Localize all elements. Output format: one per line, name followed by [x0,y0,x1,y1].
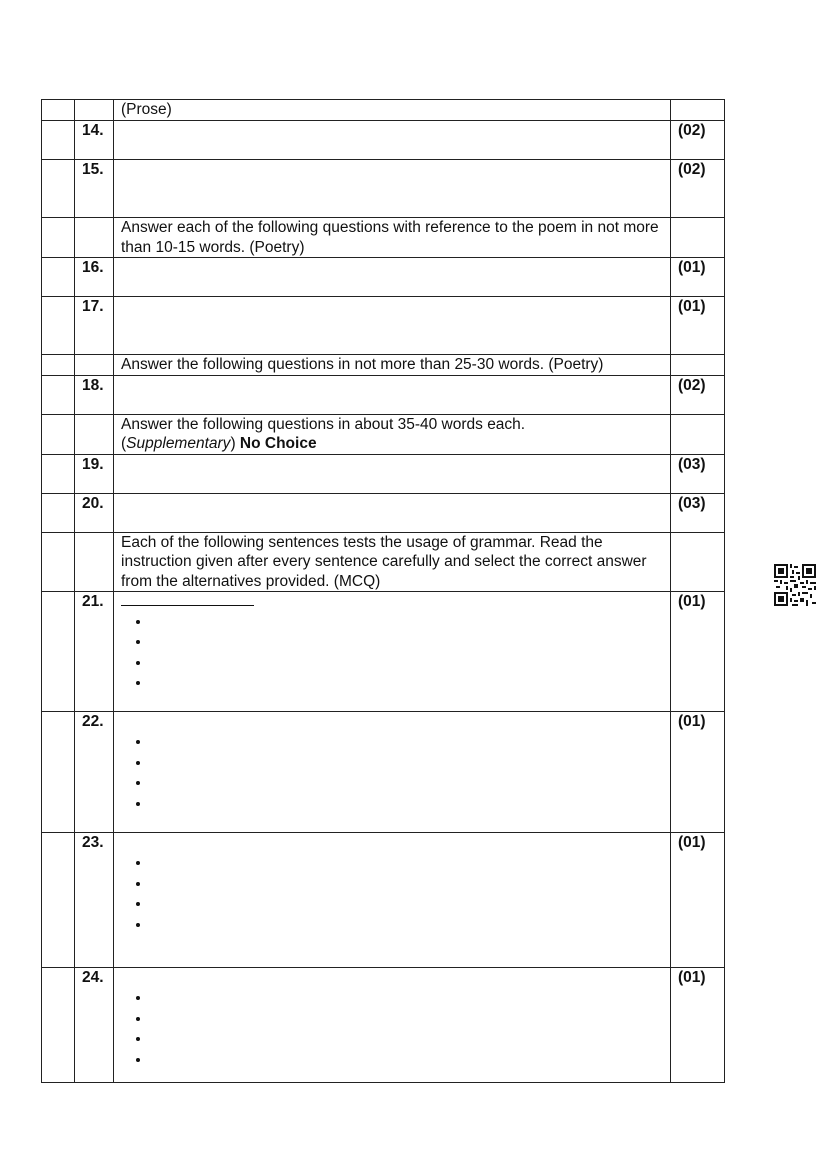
question-marks: (02) [671,375,725,414]
question-marks: (01) [671,297,725,355]
question-marks: (01) [671,712,725,833]
table-row [42,121,725,160]
no-choice-label: No Choice [239,435,317,452]
supplementary-label: Supplementary [126,435,231,452]
list-item [151,612,664,633]
table-row [42,218,725,258]
question-number: 15. [75,160,114,218]
section-instruction [114,414,671,454]
question-body [114,968,671,1083]
options-list [121,612,664,694]
list-item [151,732,664,753]
question-body [114,592,671,712]
list-item [151,794,664,815]
question-body [114,160,671,218]
question-number: 23. [75,833,114,968]
question-marks: (03) [671,493,725,532]
table-row [42,968,725,1083]
question-body [114,375,671,414]
question-number: 14. [75,121,114,160]
instruction-line: Answer the following questions in about 35-40 words each. [121,415,526,433]
table-row [42,100,725,121]
section-instruction: (Prose) [114,100,671,121]
question-number: 18. [75,375,114,414]
question-body [114,454,671,493]
list-item [151,753,664,774]
blank-line [121,593,254,606]
table-row [42,454,725,493]
table-row [42,258,725,297]
qr-code-icon [774,564,816,606]
question-body [114,297,671,355]
question-table [41,99,725,1083]
table-row [42,712,725,833]
question-marks: (01) [671,592,725,712]
list-item [151,773,664,794]
table-row [42,375,725,414]
question-marks: (01) [671,968,725,1083]
question-number: 17. [75,297,114,355]
list-item [151,1050,664,1071]
list-item [151,673,664,694]
question-marks: (02) [671,160,725,218]
list-item [151,853,664,874]
table-row [42,160,725,218]
table-row [42,414,725,454]
list-item [151,894,664,915]
list-item [151,1009,664,1030]
question-body [114,258,671,297]
question-number: 21. [75,592,114,712]
question-number: 22. [75,712,114,833]
section-instruction: Answer each of the following questions with reference to the poem in not more than 10-15 words. (Poetry) [114,218,671,258]
question-body [114,493,671,532]
options-list [121,853,664,935]
question-number: 16. [75,258,114,297]
section-instruction: Answer the following questions in not more than 25-30 words. (Poetry) [114,355,671,376]
list-item [151,915,664,936]
question-number: 24. [75,968,114,1083]
list-item [151,653,664,674]
question-marks: (01) [671,258,725,297]
table-row [42,297,725,355]
list-item [151,874,664,895]
options-list [121,732,664,814]
question-number: 19. [75,454,114,493]
list-item [151,632,664,653]
table-row [42,493,725,532]
options-list [121,988,664,1070]
table-row [42,532,725,592]
list-item [151,988,664,1009]
table-row [42,833,725,968]
list-item [151,1029,664,1050]
question-body [114,833,671,968]
instruction-line: (Supplementary) No Choice [121,435,317,452]
question-body [114,121,671,160]
question-number: 20. [75,493,114,532]
table-row [42,592,725,712]
question-marks: (01) [671,833,725,968]
table-row [42,355,725,376]
question-body [114,712,671,833]
question-marks: (02) [671,121,725,160]
question-marks: (03) [671,454,725,493]
section-instruction: Each of the following sentences tests the usage of grammar. Read the instruction given after every sentence carefully and select the correct answer from the alternatives provided. (MCQ) [114,532,671,592]
